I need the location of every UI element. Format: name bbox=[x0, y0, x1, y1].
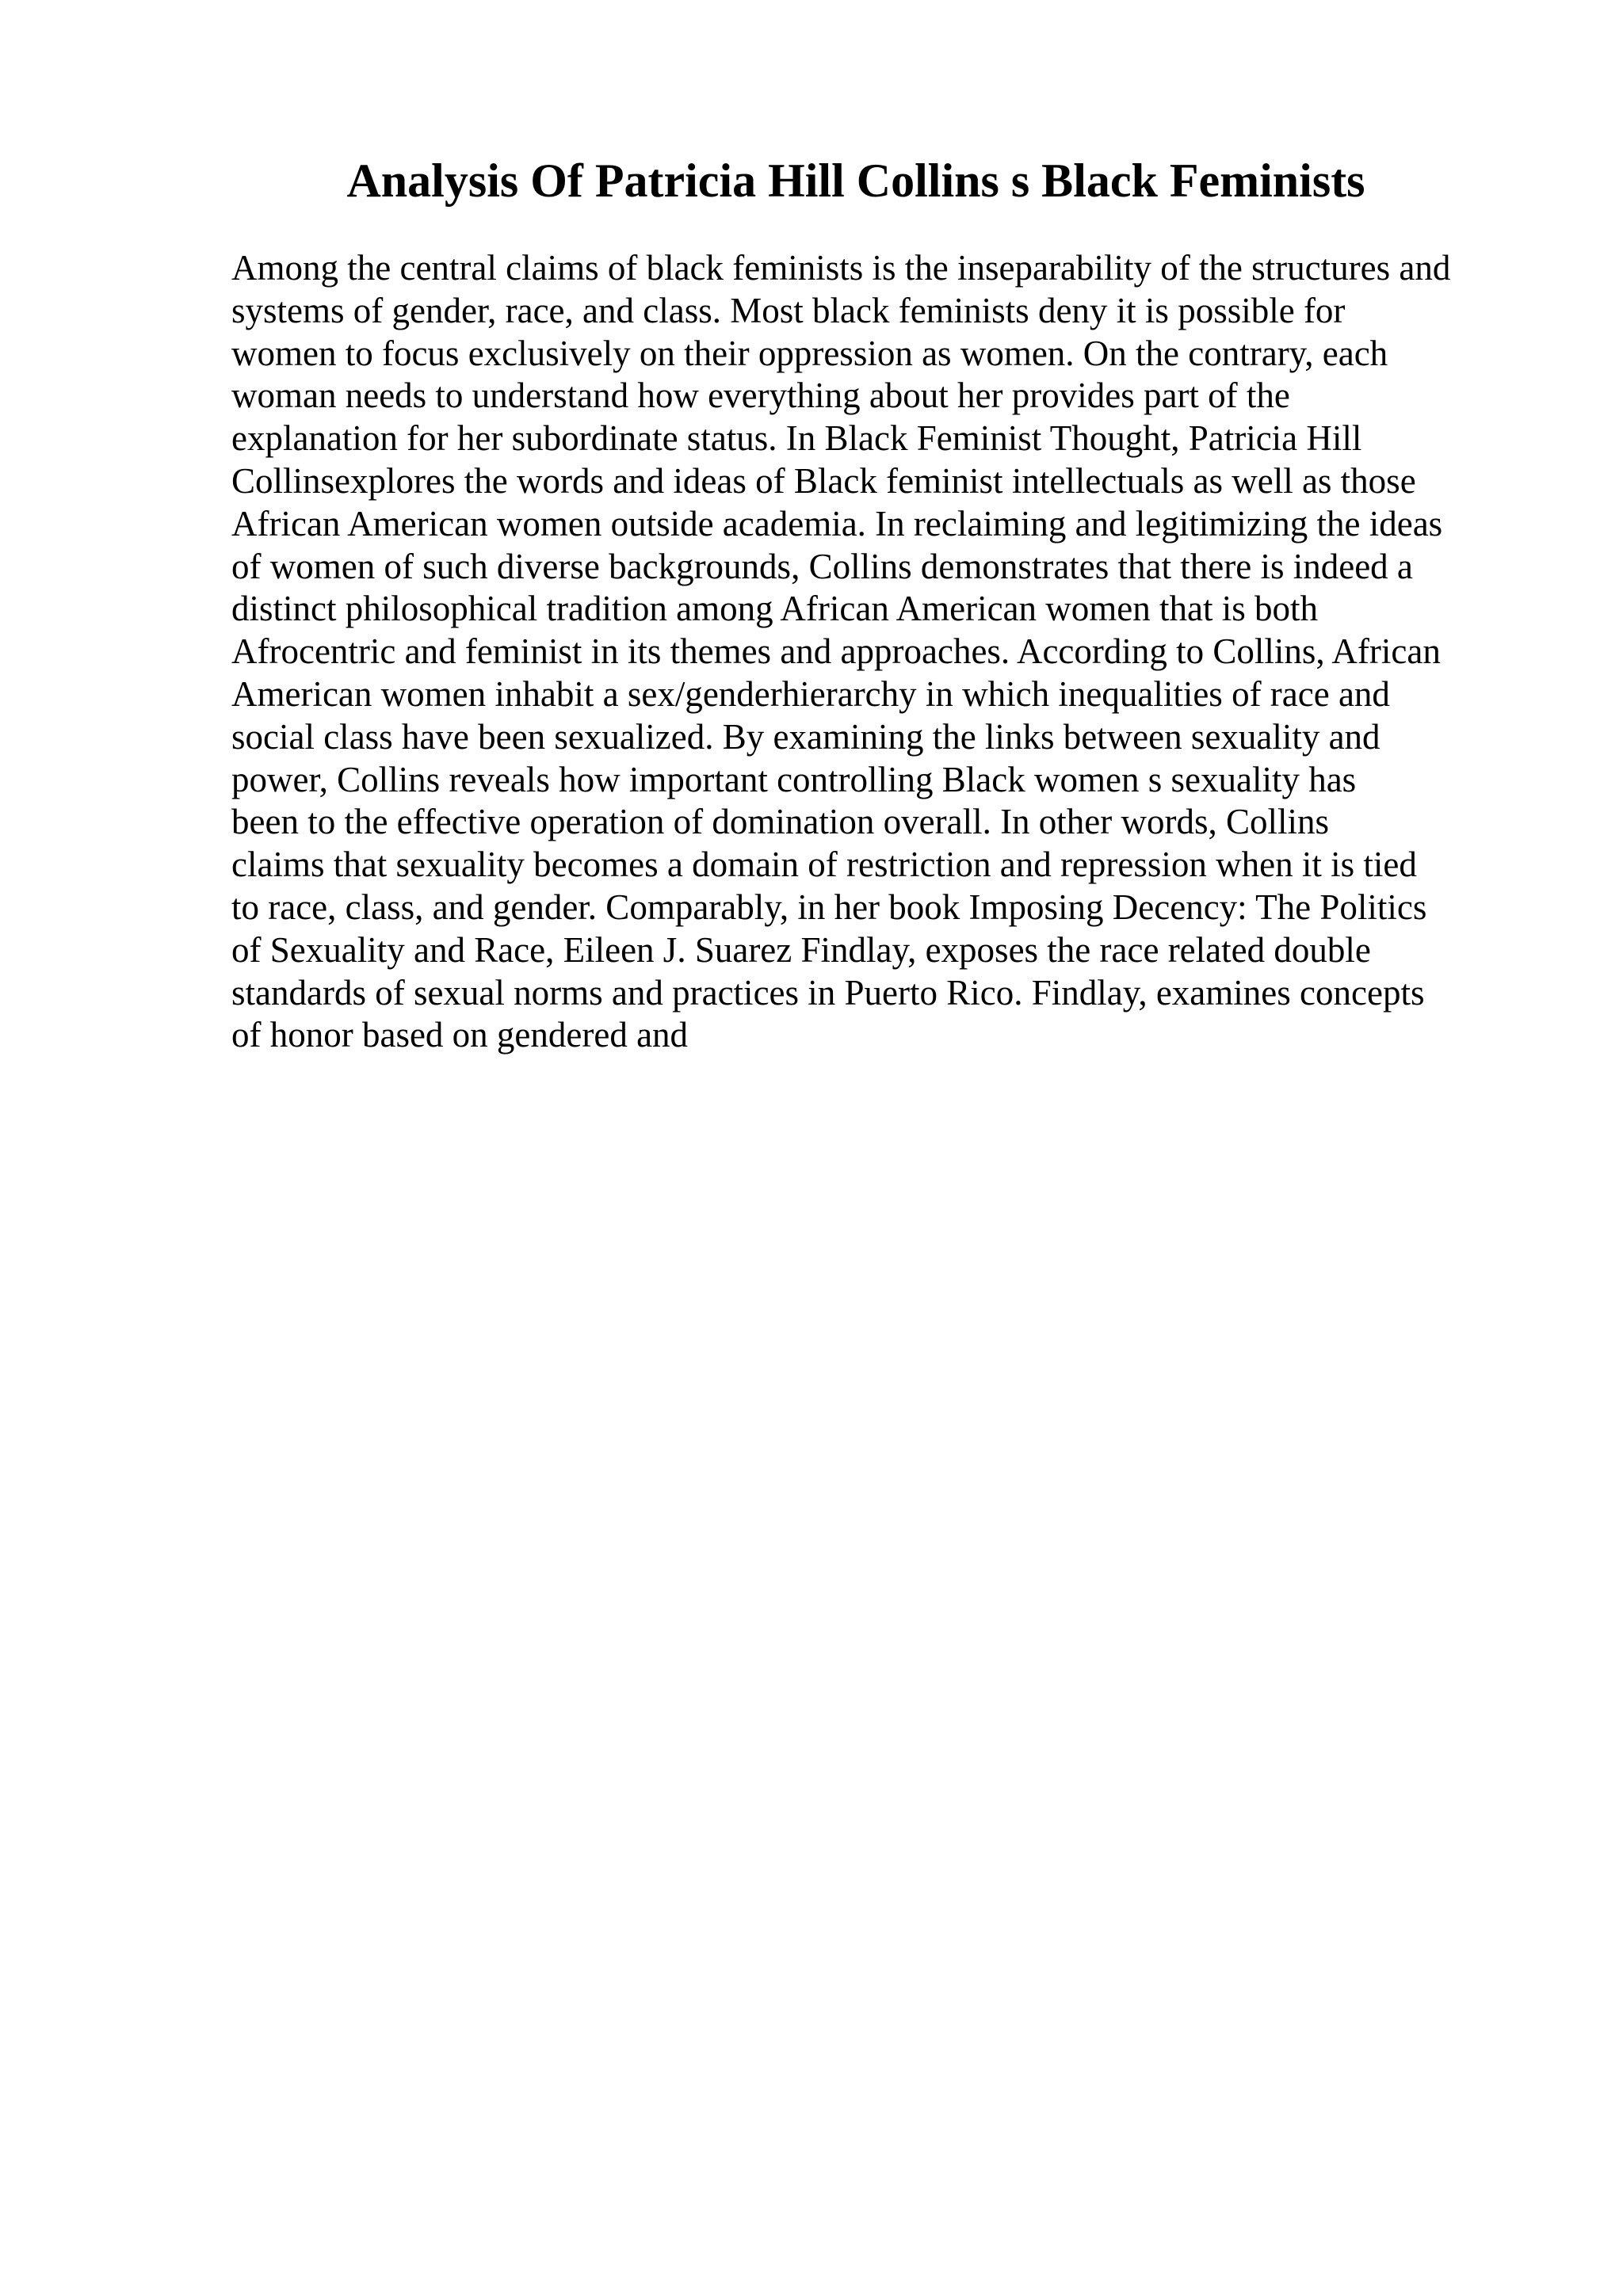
text-line: African American women outside academia. In reclaiming and legitimizing the ideas bbox=[231, 503, 1443, 543]
text-line: women to focus exclusively on their oppression as women. On the contrary, each bbox=[231, 333, 1388, 373]
text-line: distinct philosophical tradition among African American women that is both bbox=[231, 589, 1318, 629]
text-line: Among the central claims of black feminists is the inseparability of the structures and bbox=[231, 248, 1451, 288]
text-line: American women inhabit a sex/genderhierarchy in which inequalities of race and bbox=[231, 673, 1390, 714]
text-line: to race, class, and gender. Comparably, in her book Imposing Decency: The Politics bbox=[231, 887, 1427, 927]
text-line: woman needs to understand how everything about her provides part of the bbox=[231, 376, 1290, 416]
text-line: of women of such diverse backgrounds, Collins demonstrates that there is indeed a bbox=[231, 546, 1413, 586]
text-line: systems of gender, race, and class. Most black feminists deny it is possible for bbox=[231, 290, 1346, 330]
text-line: claims that sexuality becomes a domain of restriction and repression when it is tied bbox=[231, 845, 1417, 885]
text-line: of honor based on gendered and bbox=[231, 1015, 689, 1055]
body-paragraph bbox=[231, 247, 1579, 1057]
text-line: standards of sexual norms and practices in Puerto Rico. Findlay, examines concepts bbox=[231, 972, 1425, 1013]
text-line: of Sexuality and Race, Eileen J. Suarez Findlay, exposes the race related double bbox=[231, 929, 1371, 970]
document-title: Analysis Of Patricia Hill Collins s Black Feminists bbox=[346, 154, 1365, 207]
text-line: power, Collins reveals how important controlling Black women s sexuality has bbox=[231, 759, 1357, 799]
text-line: explanation for her subordinate status. In Black Feminist Thought, Patricia Hill bbox=[231, 418, 1362, 459]
text-line: been to the effective operation of domination overall. In other words, Collins bbox=[231, 802, 1330, 842]
text-line: Afrocentric and feminist in its themes and approaches. According to Collins, African bbox=[231, 631, 1441, 672]
text-line: Collinsexplores the words and ideas of Black feminist intellectuals as well as those bbox=[231, 460, 1416, 501]
text-line: social class have been sexualized. By examining the links between sexuality and bbox=[231, 716, 1381, 757]
